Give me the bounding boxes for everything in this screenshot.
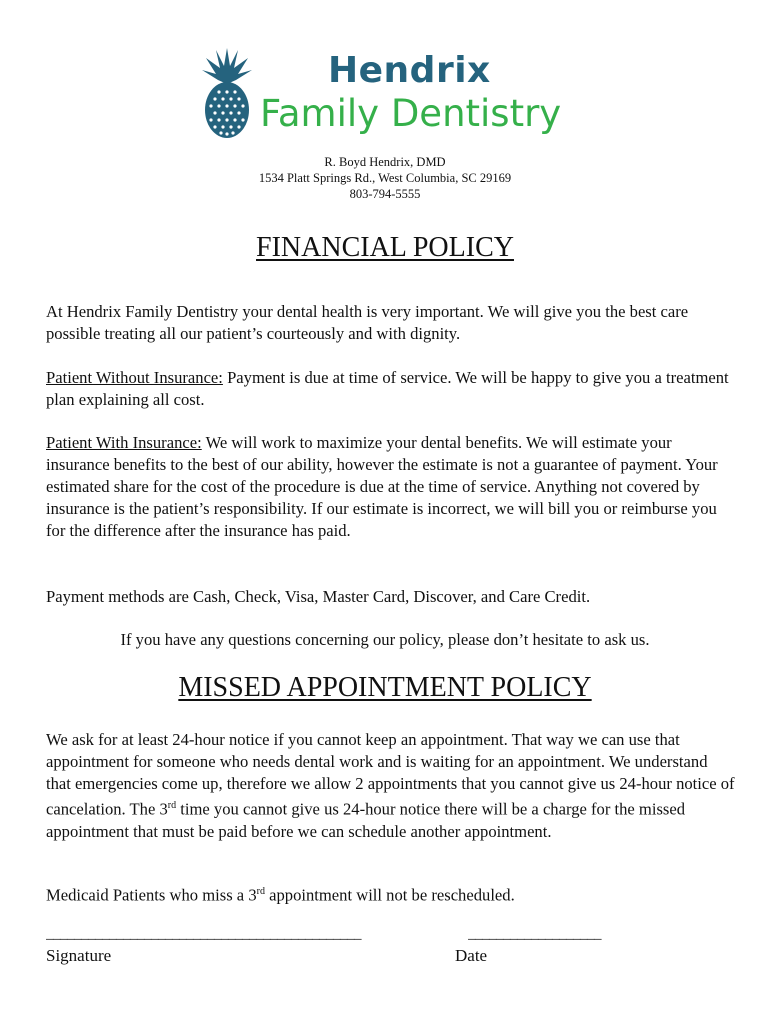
medicaid-note (46, 881, 736, 907)
office-phone: 803-794-5555 (349, 187, 421, 201)
no-insurance-paragraph (46, 367, 736, 411)
insurance-paragraph (46, 432, 736, 542)
insurance-label: Patient With Insurance: (46, 433, 202, 452)
date-field[interactable]: ___________________ (468, 926, 601, 942)
pineapple-icon (200, 44, 254, 140)
payment-methods: Payment methods are Cash, Check, Visa, Master Card, Discover, and Care Credit. (46, 587, 591, 606)
signature-label: Signature (46, 946, 112, 965)
intro-paragraph: At Hendrix Family Dentistry your dental health is very important. We will give you the best care possible treating all our patient’s courteously and with dignity. (46, 302, 689, 343)
missed-body-part-1: We ask for at least 24-hour notice if you cannot keep an appointment. That way we can use that appointment for someone who needs dental work and is waiting for an appointment. We understand that emergencies come up, therefore we allow 2 appointments that you cannot give us 24-hour notice of cancelation. The 3 (46, 730, 735, 819)
no-insurance-label: Patient Without Insurance: (46, 368, 223, 387)
date-label: Date (455, 946, 488, 965)
office-address: 1534 Platt Springs Rd., West Columbia, SC 29169 (258, 171, 512, 185)
logo-title: Hendrix (328, 50, 491, 91)
no-insurance-text: Payment is due at time of service. We will be happy to give you a treatment plan explaining all cost. (46, 368, 729, 409)
insurance-text: We will work to maximize your dental benefits. We will estimate your insurance benefits to the best of our ability, however the estimate is not a guarantee of payment. Your estimated share for the cost of the procedure is due at the time of service. Anything not covered by insurance is the patient’s responsibility. If our estimate is incorrect, we will bill you or reimburse you for the difference after the insurance has paid. (46, 433, 718, 540)
financial-policy-title: FINANCIAL POLICY (256, 232, 514, 263)
missed-appointment-body (46, 729, 736, 843)
logo-subtitle: Family Dentistry (260, 92, 562, 135)
questions-note: If you have any questions concerning our policy, please don’t hesitate to ask us. (120, 630, 650, 649)
medicaid-part-2: appointment will not be rescheduled. (264, 885, 515, 905)
missed-appointment-title: MISSED APPOINTMENT POLICY (178, 672, 592, 703)
medicaid-part-1: Medicaid Patients who miss a 3 (46, 885, 257, 905)
signature-field[interactable]: _____________________________________________ (46, 926, 361, 942)
missed-body-part-2: time you cannot give us 24-hour notice there will be a charge for the missed appointment that must be paid before we can schedule another appointment. (46, 799, 686, 841)
ordinal-suffix: rd (167, 800, 177, 811)
doctor-name: R. Boyd Hendrix, DMD (324, 155, 446, 169)
practice-logo (200, 44, 580, 144)
ordinal-suffix: rd (256, 886, 265, 897)
